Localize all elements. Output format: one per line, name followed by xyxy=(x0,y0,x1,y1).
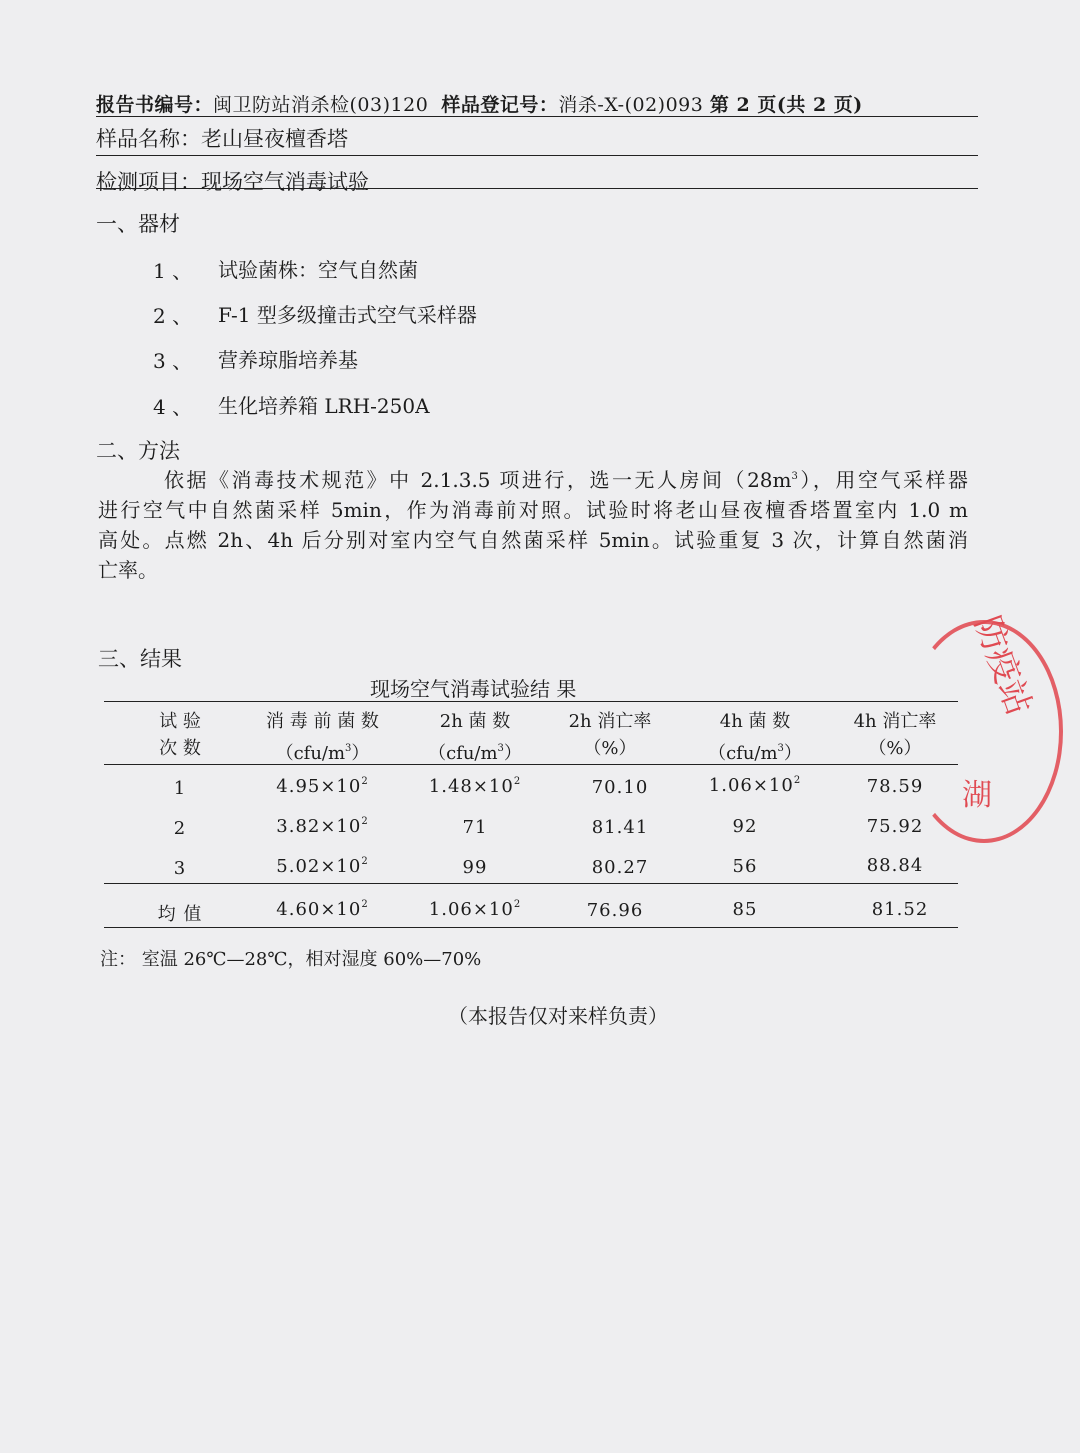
page-info: 第 2 页(共 2 页) xyxy=(709,94,863,116)
method-line-1: 依据《消毒技术规范》中 2.1.3.5 项进行，选一无人房间$(28m^3)$，用空气采样器 xyxy=(164,468,969,492)
section3-title: 三、结果 xyxy=(98,647,182,671)
col-header-4h-count: 4h 菌 数 $(cfu/m^3)$ xyxy=(708,711,802,764)
header-rule xyxy=(96,116,978,117)
table-top-rule xyxy=(104,701,958,702)
table-mean-rule xyxy=(104,883,958,884)
equipment-num-4: 4 、 xyxy=(153,395,193,419)
col-header-2h-rate: 2h 消亡率 （%） xyxy=(568,711,652,759)
section2-title: 二、方法 xyxy=(96,439,180,463)
equipment-num-2: 2 、 xyxy=(153,304,193,328)
test-item-value: 现场空气消毒试验 xyxy=(201,170,369,194)
method-paragraph xyxy=(98,462,968,585)
equipment-item-3: 营养琼脂培养基 xyxy=(218,348,358,372)
col-header-2h-count: 2h 菌 数 $(cfu/m^3)$ xyxy=(428,711,522,764)
method-line-2: 进行空气中自然菌采样 5min，作为消毒前对照。试验时将老山昼夜檀香塔置室内 1.0 m xyxy=(98,498,968,522)
sample-reg-label: 样品登记号： xyxy=(441,94,559,116)
col-header-pre-count: 消 毒 前 菌 数 $(cfu/m^3)$ xyxy=(266,711,379,764)
stamp-text-a: 防疫站 xyxy=(966,610,1039,721)
method-line-4: 亡率。 xyxy=(98,558,158,582)
equipment-item-2: F-1 型多级撞击式空气采样器 xyxy=(218,303,477,327)
sample-reg-number: 消杀-X-(02)093 xyxy=(558,94,704,116)
report-page: 报告书编号：闽卫防站消杀检(03)120 样品登记号：消杀-X-(02)093 第 2 页(共 2 页) 样品名称：老山昼夜檀香塔 检测项目：现场空气消毒试验 一、器材 1 、 试验菌株：空气自然菌 2 、 F-1 型多级撞击式空气采样器 3 、 营养琼脂培养基 4 、 生化培养箱 LRH-250A 二、方法 依据《消毒技术规范》中 2.1.3.5 项进行，选一无人房间$(28m^3)$，用空气采样器 进行空气中自然菌采样 5min，作为消毒前对照。试验时将老山昼夜檀香塔置室内 1.0 m 高处。点燃 2h、4h 后分别对室内空气自然菌采样 5min。试验重复 3 次，计算自然菌消 亡率。 三、结果 现场空气消毒试验结 果 试 验 次 数 消 毒 前 菌 数 $(cfu/m^3)$ 2h 菌 数 $(cfu/m^3)$ 2h 消亡率 （%） 4h 菌 数 $(cfu/m^3)$ 4h 消亡率 （%） 1 $4.95\times 10^2$ $1.48\times 10^2$ 70.10 $1.06\times 10^2$ 78.59 2 $3.82\times 10^2$ 71 81.41 92 75.92 3 $5.02\times 10^2$ 99 80.27 56 88.84 均 值 $4.60\times 10^2$ $1.06\times 10^2$ 76.96 85 81.52 注： 室温 26℃—28℃，相对湿度 60%—70% （本报告仅对来样负责） 防疫站 湖 xyxy=(0,0,1080,1453)
section1-title: 一、器材 xyxy=(96,212,180,236)
sample-name xyxy=(96,123,348,153)
stamp-text-b: 湖 xyxy=(962,778,992,813)
sample-name-rule xyxy=(96,155,978,156)
equipment-num-3: 3 、 xyxy=(153,349,193,373)
report-number-label: 报告书编号： xyxy=(96,94,214,116)
test-item xyxy=(96,166,369,196)
sample-name-label: 样品名称： xyxy=(96,127,201,151)
method-line-3: 高处。点燃 2h、4h 后分别对室内空气自然菌采样 5min。试验重复 3 次，计算自然菌消 xyxy=(98,528,968,552)
test-item-rule xyxy=(96,188,978,189)
equipment-num-1: 1 、 xyxy=(153,259,193,283)
note: 注： 室温 26℃—28℃，相对湿度 60%—70% xyxy=(100,949,482,970)
sample-name-value: 老山昼夜檀香塔 xyxy=(201,127,348,151)
report-header xyxy=(96,90,863,117)
col-header-4h-rate: 4h 消亡率 （%） xyxy=(853,711,937,759)
report-number: 闽卫防站消杀检(03)120 xyxy=(213,94,429,116)
equipment-item-1: 试验菌株：空气自然菌 xyxy=(218,258,418,282)
table-bottom-rule xyxy=(104,927,958,928)
footer-disclaimer: （本报告仅对来样负责） xyxy=(448,1004,668,1028)
table-title: 现场空气消毒试验结 果 xyxy=(370,677,577,701)
test-item-label: 检测项目： xyxy=(96,170,201,194)
equipment-item-4: 生化培养箱 LRH-250A xyxy=(218,394,430,418)
col-header-trial: 试 验 次 数 xyxy=(159,711,201,759)
table-header-rule xyxy=(104,764,958,765)
